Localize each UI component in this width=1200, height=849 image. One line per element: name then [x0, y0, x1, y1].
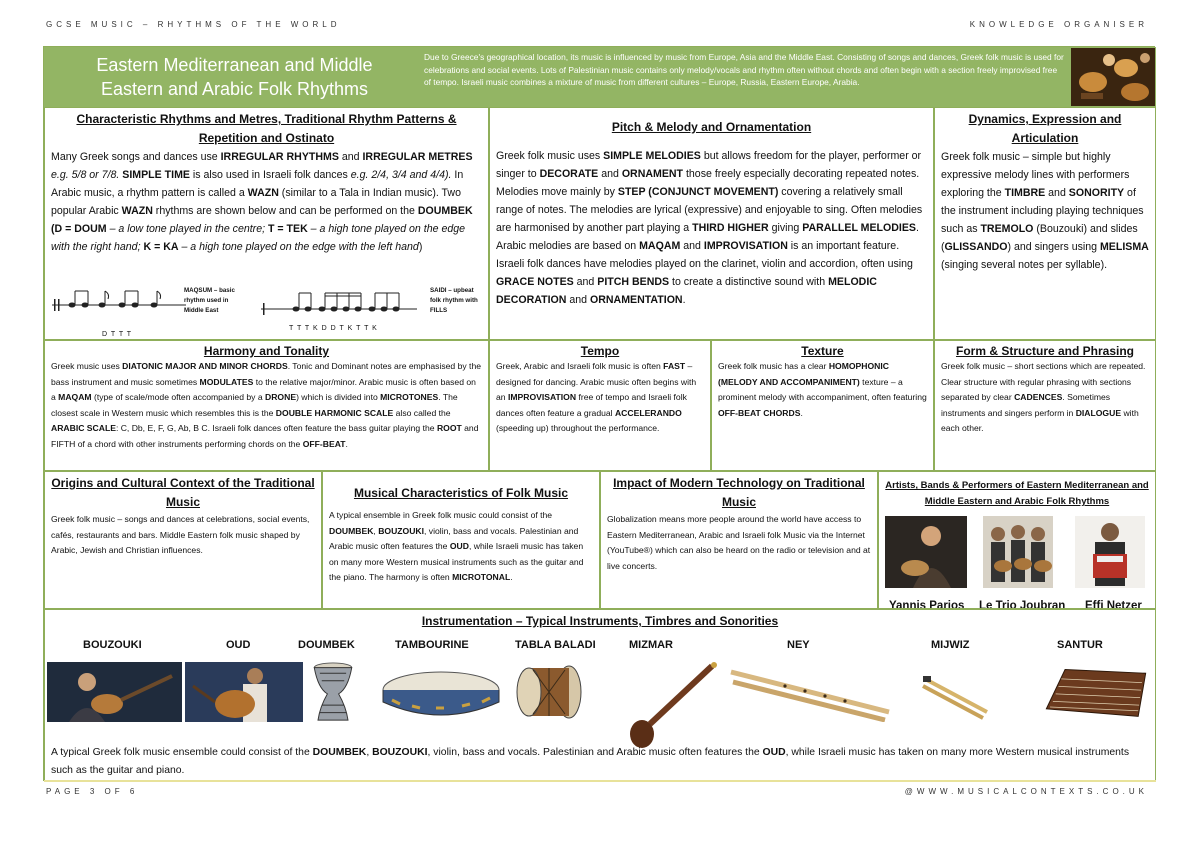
- origins-heading: Origins and Cultural Context of the Traditional Music: [51, 476, 315, 509]
- texture-heading: Texture: [801, 344, 844, 358]
- harmony-text: Greek music uses DIATONIC MAJOR AND MINOR CHORDS. Tonic and Dominant notes are emphasised by the bass instrument and music sometimes MODULATES to the relative major/minor. Arabic music is often based on a MAQAM (type of scale/mode often accompanied by a DRONE) which is divided into MICROTONES. The closest scale in Western music which resembles this is the DOUBLE HARMONIC SCALE also called the ARABIC SCALE: C, Db, E, F, G, Ab, B C. Israeli folk dances often feature the bass guitar playing the ROOT and FIFTH of a chord with other instruments performing chords on the OFF-BEAT.: [51, 361, 482, 449]
- texture-text: Greek folk music has a clear HOMOPHONIC (MELODY AND ACCOMPANIMENT) texture – a prominent melody with accompaniment, often featuring OFF-BEAT CHORDS.: [718, 361, 927, 418]
- page-number: PAGE 3 OF 6: [46, 787, 139, 796]
- saidi-syllables: T T T K D D T K T T K: [289, 325, 378, 332]
- technology-heading: Impact of Modern Technology on Traditional Music: [613, 476, 865, 509]
- effi-netzer-photo: [1075, 516, 1145, 588]
- dynamics-heading: Dynamics, Expression and Articulation: [968, 112, 1122, 145]
- rhythm-heading: Characteristic Rhythms and Metres, Traditional Rhythm Patterns & Repetition and Ostinato: [76, 112, 457, 145]
- characteristics-section: [322, 471, 600, 609]
- form-text: Greek folk music – short sections which are repeated. Clear structure with regular phrasing with sections separated by clear CADENCES. Sometimes instruments and singers perform in DIALOGUE with each other.: [941, 361, 1146, 433]
- harmony-heading: Harmony and Tonality: [203, 344, 330, 358]
- maqsum-label: MAQSUM – basic rhythm used in Middle East: [184, 287, 235, 314]
- artist-name-3: Effi Netzer: [1085, 600, 1142, 609]
- course-title: GCSE MUSIC – RHYTHMS OF THE WORLD: [46, 20, 341, 29]
- instrument-label-santur: SANTUR: [1057, 639, 1103, 651]
- yannis-parios-photo: [885, 516, 967, 588]
- ney-photo: [725, 662, 895, 722]
- harmony-section: [44, 340, 489, 471]
- bouzouki-photo: [47, 662, 182, 722]
- instrument-label-tambourine: TAMBOURINE: [395, 639, 469, 651]
- instrument-label-mijwiz: MIJWIZ: [931, 639, 970, 651]
- tambourine-photo: [372, 662, 510, 722]
- artists-section: [878, 471, 1156, 609]
- technology-text: Globalization means more people around the world have access to Eastern Mediterranean, Arabic and Israeli folk Music via the Internet (YouTube®) which can also be heard on the radio or television and at live concerts.: [607, 514, 871, 571]
- saidi-label: SAIDI – upbeat folk rhythm with FILLS: [430, 287, 478, 314]
- footer-bar: [46, 787, 1148, 801]
- musicians-photo: [1071, 48, 1155, 106]
- oud-photo: [185, 662, 303, 722]
- instrumentation-text: A typical Greek folk music ensemble could consist of the DOUMBEK, BOUZOUKI, violin, bass and vocals. Palestinian and Arabic music often features the OUD, while Israeli music has taken on many more Western musical instruments such as the guitar and piano.: [51, 747, 1130, 776]
- origins-section: [44, 471, 322, 609]
- tempo-text: Greek, Arabic and Israeli folk music is often FAST – designed for dancing. Arabic music often begins with an IMPROVISATION free of tempo and Israeli folk dances often feature a gradual ACCELERANDO (speeding up) throughout the performance.: [496, 361, 697, 433]
- artists-heading: Artists, Bands & Performers of Eastern Mediterranean and Middle Eastern and Arabic Folk Rhythms: [885, 480, 1149, 507]
- characteristics-text: A typical ensemble in Greek folk music could consist of the DOUMBEK, BOUZOUKI, violin, bass and vocals. Palestinian and Arabic music often features the OUD, while Israeli music has taken on many more Western musical instruments such as the guitar and the piano. The harmony is often MICROTONAL.: [329, 510, 584, 582]
- doumbek-photo: [307, 662, 359, 722]
- instrument-label-bouzouki: BOUZOUKI: [83, 639, 142, 651]
- maqsum-syllables: D T T T: [102, 331, 133, 338]
- artist-name-2: Le Trio Joubran: [979, 600, 1066, 609]
- top-header-bar: [46, 20, 1148, 34]
- le-trio-joubran-photo: [983, 516, 1053, 588]
- pitch-text: Greek folk music uses SIMPLE MELODIES but allows freedom for the player, performer or singer to DECORATE and ORNAMENT those freely especially decorating repeated notes. Melodies move mainly by STEP (CONJUNCT MOVEMENT) covering a relatively small range of notes. The melodies are lyrical (expressive) and enjoyable to sing. Often melodies are harmonised by another part playing a THIRD HIGHER giving PARALLEL MELODIES. Arabic melodies are based on MAQAM and IMPROVISATION is an important feature. Israeli folk dances have melodies played on the clarinet, violin and accordion, often using GRACE NOTES and PITCH BENDS to create a distinctive sound with MELODIC DECORATION and ORNAMENTATION.: [496, 150, 923, 306]
- pitch-melody-section: [489, 107, 934, 340]
- tabla-baladi-photo: [515, 662, 603, 722]
- organiser-label: KNOWLEDGE ORGANISER: [969, 20, 1148, 29]
- instrumentation-section: [44, 609, 1156, 782]
- characteristics-heading: Musical Characteristics of Folk Music: [353, 486, 569, 500]
- rhythm-section: [44, 107, 489, 340]
- rhythm-text: Many Greek songs and dances use IRREGULAR RHYTHMS and IRREGULAR METRES e.g. 5/8 or 7/8. SIMPLE TIME is also used in Israeli folk dances e.g. 2/4, 3/4 and 4/4). In Arabic music, a rhythm pattern is called a WAZN (similar to a Tala in Indian music). Two popular Arabic WAZN rhythms are shown below and can be performed on the DOUMBEK (D = DOUM – a low tone played in the centre; T = TEK – a high tone played on the edge with the right hand; K = KA – a high tone played on the edge with the left hand): [51, 151, 473, 253]
- tempo-heading: Tempo: [580, 344, 620, 358]
- page-title: Eastern Mediterranean and Middle Eastern and Arabic Folk Rhythms: [96, 55, 373, 99]
- form-section: [934, 340, 1156, 471]
- instrument-label-mizmar: MIZMAR: [629, 639, 673, 651]
- instrument-label-oud: OUD: [226, 639, 251, 651]
- instrument-label-doumbek: DOUMBEK: [298, 639, 355, 651]
- tempo-section: [489, 340, 711, 471]
- texture-section: [711, 340, 934, 471]
- instrumentation-heading: Instrumentation – Typical Instruments, Timbres and Sonorities: [421, 614, 779, 628]
- knowledge-organiser-sheet: [43, 46, 1155, 781]
- santur-photo: [1037, 662, 1155, 722]
- pitch-heading: Pitch & Melody and Ornamentation: [611, 120, 812, 134]
- dynamics-section: [934, 107, 1156, 340]
- origins-text: Greek folk music – songs and dances at celebrations, social events, cafés, restaurants and bars. Middle Eastern folk music shaped by Arabic, Jewish and Christian influences.: [51, 514, 310, 555]
- artist-name-1: Yannis Parios: [889, 600, 965, 609]
- intro-text: Due to Greece's geographical location, its music is influenced by music from Europe, Asia and the Middle East. Consisting of songs and dances, Greek folk music is used for celebrations and social events. Lots of Palestinian music contains only melody/vocals and rhythm often without chords and often begin with a section freely improvised free of tempo. Israeli music combines a mixture of music from different cultures – Europe, Russia, Eastern Europe, Arabia.: [424, 52, 1064, 87]
- website-link[interactable]: @WWW.MUSICALCONTEXTS.CO.UK: [904, 787, 1148, 796]
- instrument-label-tabla-baladi: TABLA BALADI: [515, 639, 596, 651]
- mijwiz-photo: [917, 662, 997, 722]
- dynamics-text: Greek folk music – simple but highly expressive melody lines with performers exploring the TIMBRE and SONORITY of the instrument including playing techniques such as TREMOLO (Bouzouki) and slides (GLISSANDO) and singers using MELISMA (singing several notes per syllable).: [941, 151, 1149, 271]
- title-banner: [44, 47, 1156, 107]
- form-heading: Form & Structure and Phrasing: [955, 344, 1135, 358]
- footer-divider: [44, 780, 1156, 782]
- instrument-label-ney: NEY: [787, 639, 810, 651]
- mizmar-photo: [620, 662, 720, 752]
- technology-section: [600, 471, 878, 609]
